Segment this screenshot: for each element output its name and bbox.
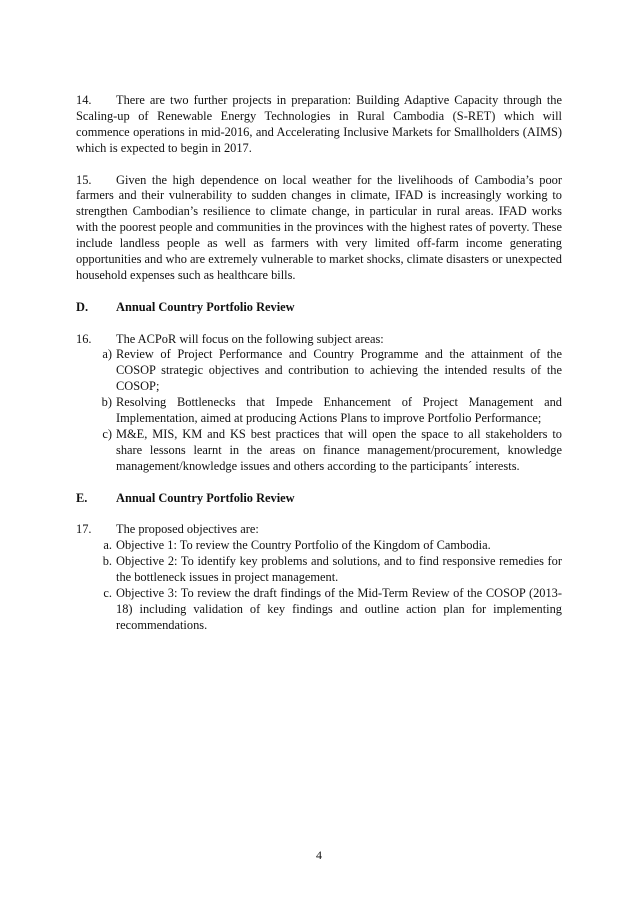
list-item-text: Review of Project Performance and Country Programme and the attainment of the COSOP strategic objectives and contribution to achieving the intended results of the COSOP;	[116, 347, 562, 394]
paragraph-number: 14.	[76, 93, 92, 107]
page-content	[76, 93, 562, 650]
section-letter: E.	[76, 490, 88, 505]
list-marker: c.	[103, 586, 112, 601]
list-marker: c)	[102, 426, 112, 441]
paragraph-16	[76, 332, 562, 348]
section-heading-e	[76, 491, 562, 507]
section-letter: D.	[76, 299, 89, 314]
paragraph-14	[76, 93, 562, 157]
paragraph-15	[76, 173, 562, 284]
list-item	[76, 427, 562, 475]
list-item-text: Objective 2: To identify key problems and solutions, and to find responsive remedies for the bottleneck issues in project management.	[116, 554, 562, 585]
objectives-list	[76, 538, 562, 633]
section-title: Annual Country Portfolio Review	[116, 490, 295, 505]
paragraph-number: 17.	[76, 522, 92, 537]
list-marker: b)	[101, 395, 112, 410]
list-item	[76, 586, 562, 634]
paragraph-number: 16.	[76, 331, 92, 346]
subject-areas-list	[76, 347, 562, 474]
list-marker: a.	[103, 538, 112, 553]
paragraph-text: Given the high dependence on local weather for the livelihoods of Cambodia’s poor farmers and their vulnerability to sudden changes in climate, IFAD is increasingly working to strengthen Cambodian’s resilience to climate change, in particular in rural areas. IFAD works with the poorest people and communities in the provinces with the highest rates of poverty. These include landless people as well as farmers with very limited off-farm income generating opportunities and who are extremely vulnerable to market shocks, climate disasters or unexpected household expenses such as healthcare bills.	[76, 172, 562, 282]
list-item-text: Objective 3: To review the draft findings of the Mid-Term Review of the COSOP (2013-18) including validation of key findings and outline action plan for implementing recommendations.	[116, 586, 562, 632]
section-heading-d	[76, 300, 562, 316]
paragraph-text: The proposed objectives are:	[116, 522, 259, 537]
list-item	[76, 554, 562, 586]
paragraph-number: 15.	[76, 172, 92, 187]
list-item	[76, 538, 562, 554]
page-number: 4	[316, 848, 322, 862]
list-marker: a)	[102, 347, 112, 362]
section-title: Annual Country Portfolio Review	[116, 299, 295, 314]
paragraph-17	[76, 522, 562, 538]
list-item	[76, 347, 562, 395]
paragraph-text: The ACPoR will focus on the following subject areas:	[116, 331, 384, 346]
list-marker: b.	[102, 554, 112, 569]
list-item	[76, 395, 562, 427]
list-item-text: M&E, MIS, KM and KS best practices that will open the space to all stakeholders to share lessons learnt in the areas on finance management/procurement, knowledge management/knowledge issues and others according to the participants´ interests.	[116, 426, 562, 473]
list-item-text: Objective 1: To review the Country Portfolio of the Kingdom of Cambodia.	[116, 538, 491, 553]
paragraph-text: There are two further projects in preparation: Building Adaptive Capacity through the Scaling-up of Renewable Energy Technologies in Rural Cambodia (S-RET) which will commence operations in mid-2016, and Accelerating Inclusive Markets for Smallholders (AIMS) which is expected to begin in 2017.	[76, 93, 562, 155]
list-item-text: Resolving Bottlenecks that Impede Enhancement of Project Management and Implementation, aimed at producing Actions Plans to improve Portfolio Performance;	[116, 395, 562, 426]
